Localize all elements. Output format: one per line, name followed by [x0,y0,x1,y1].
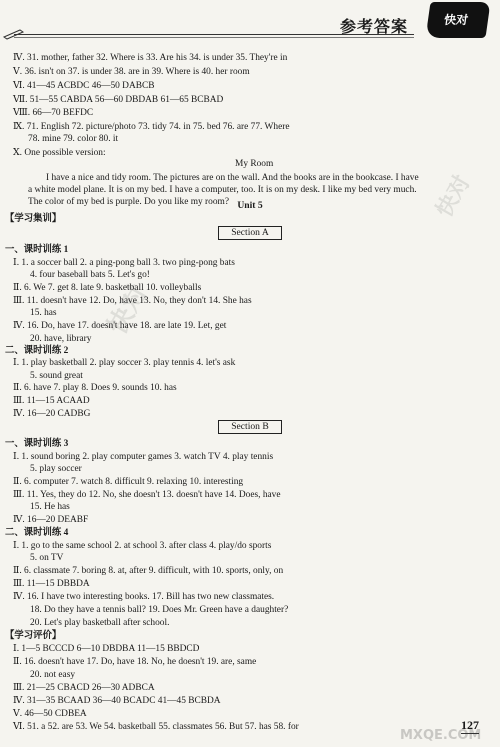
answer-line: Ⅸ. 71. English 72. picture/photo 73. tidy 74. in 75. bed 76. are 77. Where [13,122,290,132]
answer-line: Ⅱ. 6. We 7. get 8. late 9. basketball 10. volleyballs [13,283,202,293]
answer-line: 4. four baseball bats 5. Let's go! [30,270,150,280]
answer-line: Ⅴ. 36. isn't on 37. is under 38. are in 39. Where is 40. her room [13,67,250,77]
section-b-heading: Section B [218,420,282,434]
answer-line: 20. Let's play basketball after school. [30,618,170,628]
answer-line: Ⅰ. 1. sound boring 2. play computer games 3. watch TV 4. play tennis [13,452,274,462]
answer-line: Ⅱ. 6. classmate 7. boring 8. at, after 9. difficult, with 10. sports, only, on [13,566,284,576]
answer-line: 15. has [30,308,57,318]
answer-line: 5. sound great [30,371,83,381]
answer-line: 【学习集训】 [5,214,62,224]
answer-line: Ⅵ. 41—45 ACBDC 46—50 DABCB [13,81,155,91]
page-number: 127 [461,718,479,732]
answer-line: Ⅰ. 1. go to the same school 2. at school 3. after class 4. play/do sports [13,541,272,551]
watermark-logo-2: 快对 [102,279,154,340]
answer-line: Ⅲ. 11. Yes, they do 12. No, she doesn't 13. doesn't have 14. Does, have [13,490,281,500]
answer-line: Ⅲ. 11—15 ACAAD [13,396,90,406]
answer-line: My Room [235,159,274,169]
answer-line: Ⅳ. 31. mother, father 32. Where is 33. Are his 34. is under 35. They're in [13,53,288,63]
answer-line: 78. mine 79. color 80. it [28,134,119,144]
answer-line: 18. Do they have a tennis ball? 19. Does Mr. Green have a daughter? [30,605,289,615]
unit-heading: Unit 5 [237,200,263,211]
answer-line: Ⅱ. 16. doesn't have 17. Do, have 18. No, he doesn't 19. are, same [13,657,257,667]
answer-line: Ⅰ. 1. play basketball 2. play soccer 3. play tennis 4. let's ask [13,358,236,368]
answer-line: Ⅳ. 16. Do, have 17. doesn't have 18. are late 19. Let, get [13,321,227,331]
answer-line: The color of my bed is purple. Do you like my room? [28,197,229,207]
page-header [0,0,500,44]
header-logo [425,2,490,38]
watermark-site: MXQE.COM [400,728,482,743]
answer-line: Ⅳ. 16—20 CADBG [13,409,91,419]
answer-line: Ⅳ. 31—35 BCAAD 36—40 BCADC 41—45 BCBDA [13,696,221,706]
answer-line: Ⅶ. 51—55 CABDA 56—60 DBDAB 61—65 BCBAD [13,95,224,105]
answer-line: 20. have, library [30,334,92,344]
answer-line: Ⅰ. 1. a soccer ball 2. a ping-pong ball 3. two ping-pong bats [13,258,235,268]
answer-line: Ⅱ. 6. have 7. play 8. Does 9. sounds 10. has [13,383,177,393]
answer-line: Ⅳ. 16. I have two interesting books. 17. Bill has two new classmates. [13,592,275,602]
header-rule-thin [14,37,414,38]
answer-line: Ⅲ. 11. doesn't have 12. Do, have 13. No, they don't 14. She has [13,296,252,306]
answer-line: 【学习评价】 [5,631,62,641]
answer-line: Ⅷ. 66—70 BEFDC [13,108,94,118]
watermark-logo: 快对 [431,170,475,222]
answer-line: 20. not easy [30,670,76,680]
answer-line: 5. on TV [30,553,64,563]
answer-line: Ⅲ. 11—15 DBBDA [13,579,90,589]
answer-line: 一、课时训练 1 [5,245,69,255]
answer-line: Ⅲ. 21—25 CBACD 26—30 ADBCA [13,683,155,693]
answer-line: Ⅵ. 51. a 52. are 53. We 54. basketball 55. classmates 56. But 57. has 58. for [13,722,299,732]
answer-line: 二、课时训练 4 [5,528,69,538]
answer-line: 二、课时训练 2 [5,346,69,356]
section-a-heading: Section A [218,226,282,240]
answer-line: Ⅴ. 46—50 CDBEA [13,709,87,719]
answer-line: Ⅰ. 1—5 BCCCD 6—10 DBDBA 11—15 BBDCD [13,644,200,654]
answer-line: I have a nice and tidy room. The pictures are on the wall. And the books are in the bookcase. I have [46,173,419,183]
answer-line: Ⅳ. 16—20 DEABF [13,515,89,525]
pen-icon [2,27,26,41]
answer-line: 一、课时训练 3 [5,439,69,449]
answer-line: Ⅹ. One possible version: [13,148,106,158]
header-title: 参考答案 [340,17,409,36]
answer-line: 5. play soccer [30,464,82,474]
answer-line: a white model plane. It is on my bed. I have a computer, too. It is on my desk. I like my bed very much. [28,185,417,195]
logo-text: 快对 [443,13,469,27]
answer-line: Ⅱ. 6. computer 7. watch 8. difficult 9. relaxing 10. interesting [13,477,244,487]
answer-line: 15. He has [30,502,70,512]
